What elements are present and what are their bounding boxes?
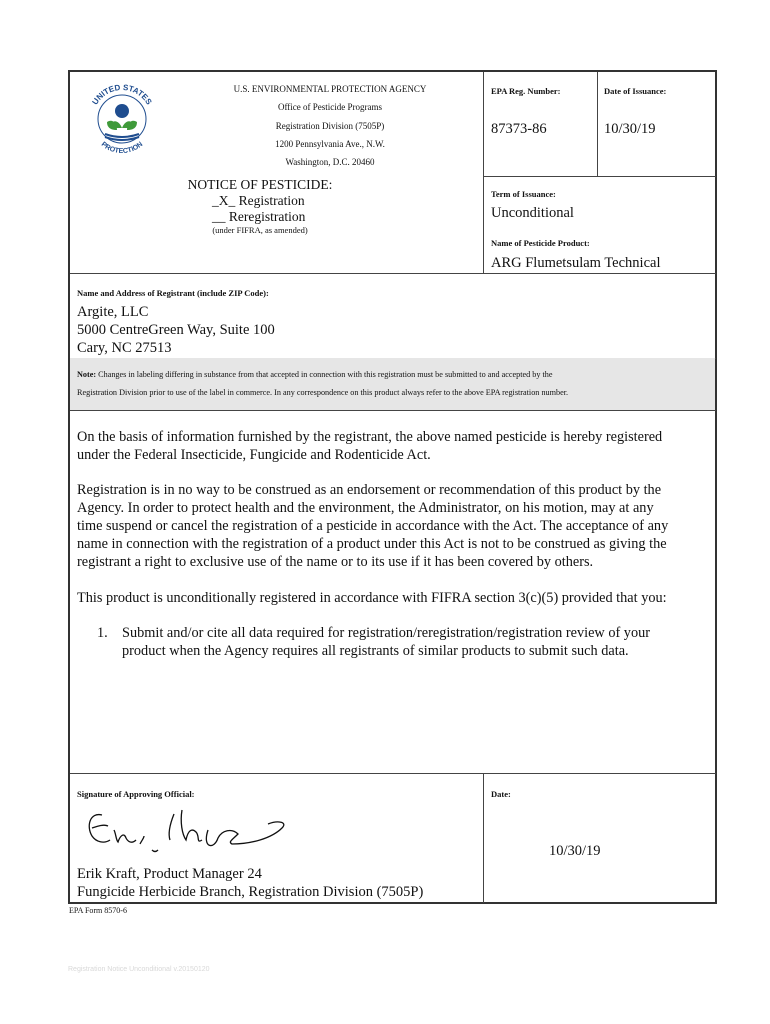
signature-divider xyxy=(483,773,484,903)
list-item: Submit and/or cite all data required for registration/reregistration/registration review of your product when the Agency requires all registrants of similar products to submit such data. xyxy=(122,625,651,659)
item-number: 1. xyxy=(97,625,108,641)
under-fifra: (under FIFRA, as amended) xyxy=(212,225,308,235)
agency-division: Registration Division (7505P) xyxy=(275,121,385,131)
term-value: Unconditional xyxy=(491,205,574,221)
official-name: Erik Kraft, Product Manager 24 xyxy=(77,866,262,882)
product-name-value: ARG Flumetsulam Technical xyxy=(491,255,661,271)
seal-text-top: UNITED STATES xyxy=(90,82,154,107)
seal-text-bottom: PROTECTION xyxy=(99,140,145,156)
agency-street: 1200 Pennsylvania Ave., N.W. xyxy=(275,139,385,149)
registrant-name: Argite, LLC xyxy=(77,304,149,320)
rule-term xyxy=(483,176,716,177)
registrant-label: Name and Address of Registrant (include ZIP Code): xyxy=(77,288,269,298)
registrant-city: Cary, NC 27513 xyxy=(77,340,172,356)
notice-title: NOTICE OF PESTICIDE: xyxy=(187,177,333,192)
note-line-2: Registration Division prior to use of the label in commerce. In any correspondence on this product always refer to the above EPA registration number. xyxy=(77,388,569,397)
signature-date: 10/30/19 xyxy=(549,843,601,859)
paragraph-conditions: This product is unconditionally registered in accordance with FIFRA section 3(c)(5) provided that you: xyxy=(77,590,667,606)
note-box xyxy=(70,358,715,410)
header-divider xyxy=(483,72,484,273)
rule-signature xyxy=(70,773,716,774)
issuance-date-value: 10/30/19 xyxy=(604,121,656,137)
issuance-date-label: Date of Issuance: xyxy=(604,86,667,96)
term-label: Term of Issuance: xyxy=(491,189,556,199)
rule-note-bottom xyxy=(70,410,716,411)
reregistration-option: __ Reregistration xyxy=(212,209,306,224)
date-label: Date: xyxy=(491,789,511,799)
watermark-text: Registration Notice Unconditional v.20150120 xyxy=(68,966,210,973)
reg-number-value: 87373-86 xyxy=(491,121,547,137)
agency-city: Washington, D.C. 20460 xyxy=(285,157,375,167)
agency-office: Office of Pesticide Programs xyxy=(277,102,383,112)
paragraph-basis: On the basis of information furnished by the registrant, the above named pesticide is hereby registered under the Federal Insecticide, Fungicide and Rodenticide Act. xyxy=(77,429,663,463)
product-name-label: Name of Pesticide Product: xyxy=(491,238,590,248)
official-title: Fungicide Herbicide Branch, Registration Division (7505P) xyxy=(77,884,424,900)
reg-number-label: EPA Reg. Number: xyxy=(491,86,561,96)
epa-seal-logo xyxy=(83,78,161,160)
form-number: EPA Form 8570-6 xyxy=(69,906,127,915)
reg-date-divider xyxy=(597,72,598,176)
registrant-street: 5000 CentreGreen Way, Suite 100 xyxy=(77,322,275,338)
handwritten-signature xyxy=(82,800,292,865)
rule-registrant xyxy=(70,273,716,274)
signature-label: Signature of Approving Official: xyxy=(77,789,195,799)
note-label: Note: xyxy=(77,370,97,379)
note-line-1: Note: Changes in labeling differing in substance from that accepted in connection with this registration must be submitted to and accepted by the xyxy=(77,370,553,379)
registration-option: _X_ Registration xyxy=(212,193,305,208)
agency-name: U.S. ENVIRONMENTAL PROTECTION AGENCY xyxy=(233,84,427,94)
paragraph-endorsement: Registration is in no way to be construed as an endorsement or recommendation of this product by the Agency. In order to protect health and the environment, the Administrator, on his motion, may at any time suspend or cancel the registration of a pesticide in accordance with the Act. The acceptance of any name in connection with the registration of a product under this Act is not to be construed as giving the registrant a right to exclusive use of the name or to its use if it has been covered by others. xyxy=(77,482,669,570)
